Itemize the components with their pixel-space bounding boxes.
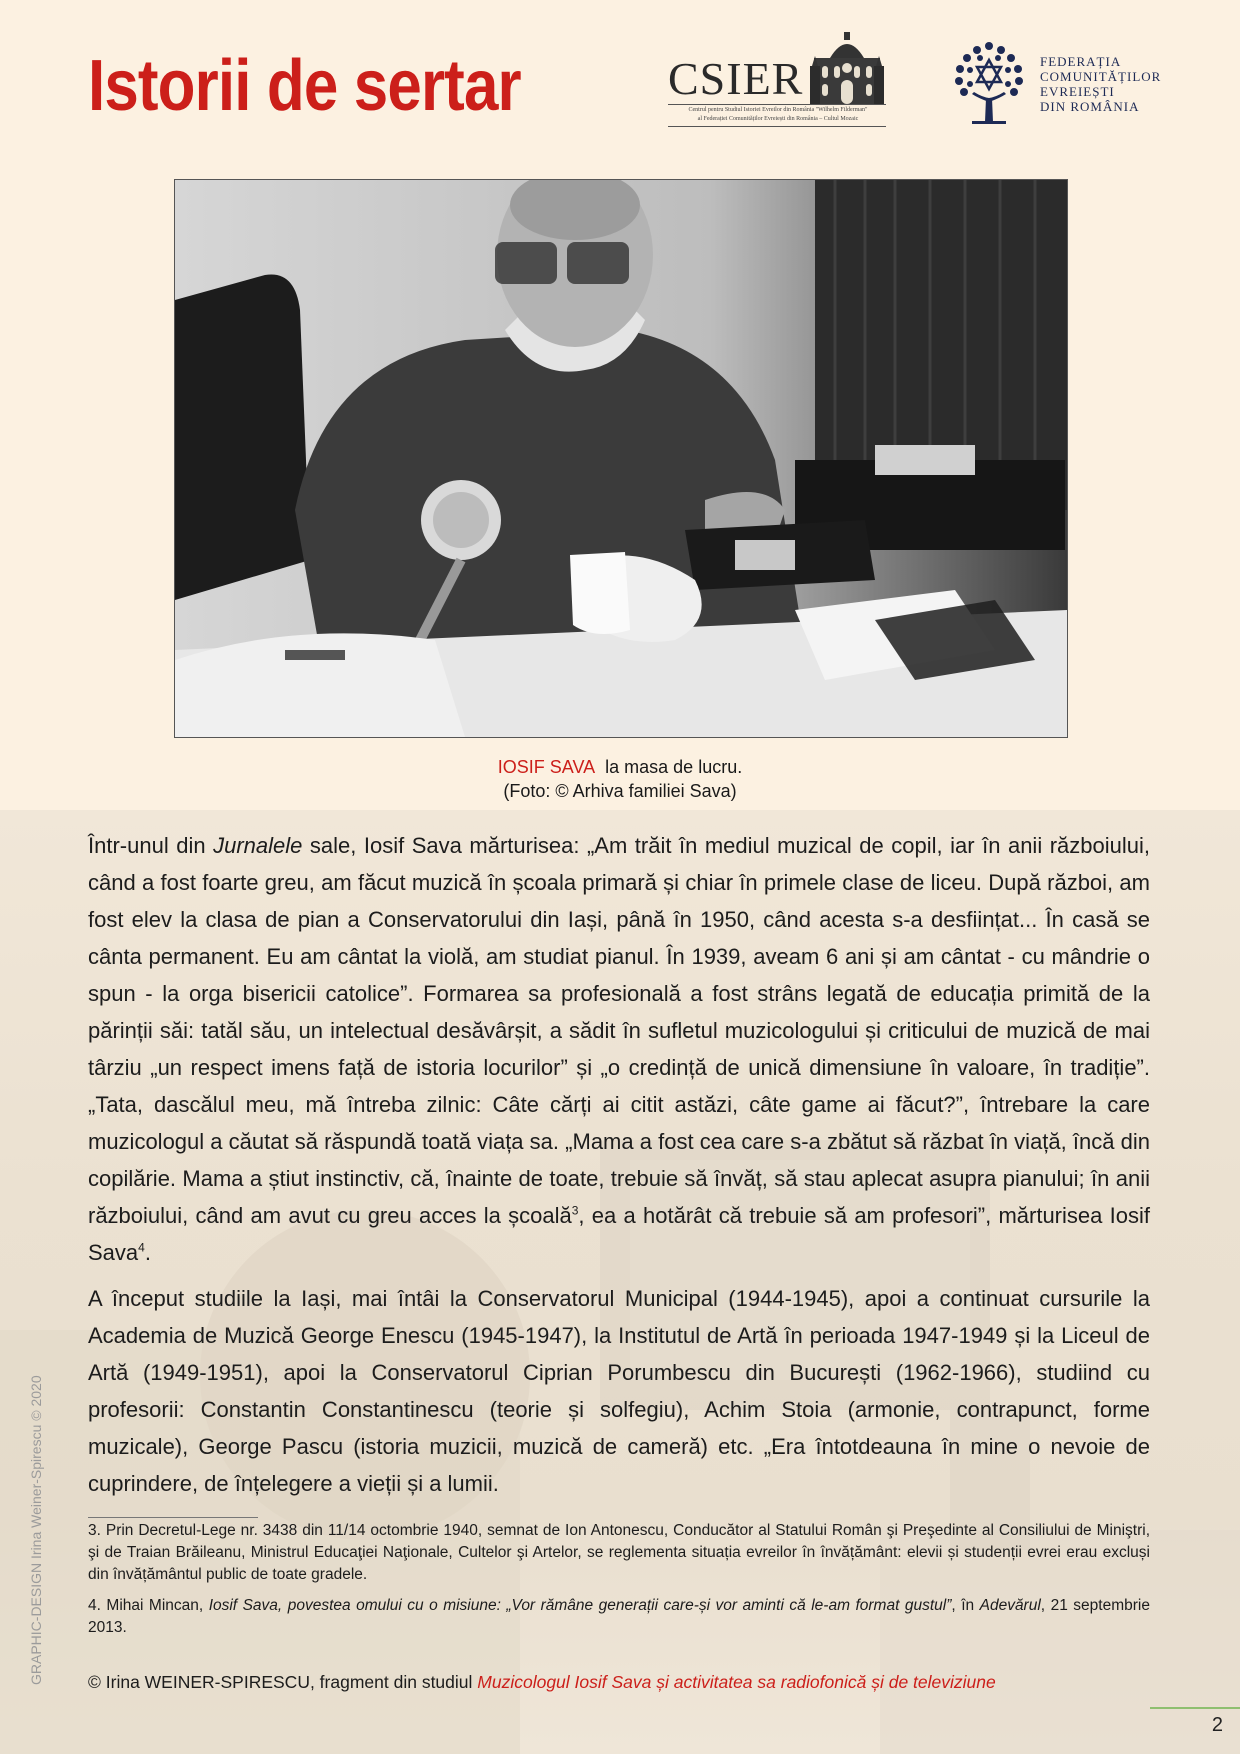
csier-acronym: CSIER (668, 53, 804, 104)
caption-photo-credit: (Foto: © Arhiva familiei Sava) (503, 781, 737, 801)
fcer-name: FEDERAȚIA COMUNITĂȚILOR EVREIEȘTI DIN ROMÂNIA (1040, 54, 1162, 114)
footnote-divider (88, 1517, 258, 1518)
fcer-logo (950, 40, 1160, 130)
article-body (88, 827, 1150, 1511)
main-photo (174, 179, 1068, 738)
side-copyright: GRAPHIC-DESIGN Irina Weiner-Spirescu © 2020 (28, 1375, 44, 1685)
footnote-ref-4[interactable]: 4 (138, 1240, 145, 1255)
page-title: Istorii de sertar (88, 46, 521, 126)
caption-text: la masa de lucru. (605, 757, 743, 777)
photo-caption (0, 755, 1240, 803)
page-number: 2 (1211, 1714, 1223, 1736)
caption-person-name: IOSIF SAVA (497, 757, 596, 777)
study-title: Muzicologul Iosif Sava și activitatea sa radiofonică și de televiziune (477, 1672, 996, 1692)
footnote-3: 3. Prin Decretul-Lege nr. 3438 din 11/14 octombrie 1940, semnat de Ion Antonescu, Conducător al Statului Român şi Preşedinte al Consiliului de Miniştri, şi de Traian Brăileanu, Ministrul Educaţiei Naţionale, Cultelor şi Artelor, se reglementa situația evreilor în învățământ: elevii și studenții evrei erau excluși din învățământul public de toate gradele. (88, 1522, 1150, 1583)
csier-logo (668, 28, 890, 128)
article-paragraph-2: A început studiile la Iași, mai întâi la Conservatorul Municipal (1944-1945), apoi a continuat cursurile la Academia de Muzică George Enescu (1945-1947), la Institutul de Artă în perioada 1947-1949 și la Liceul de Artă (1949-1951), apoi la Conservatorul Ciprian Porumbescu din București (1962-1966), studiind cu profesorii: Constantin Constantinescu (teorie și solfegiu), Achim Stoia (armonie, contrapunct, forme muzicale), George Pascu (istoria muzicii, muzică de cameră) etc. „Era întotdeauna în mine o nevoie de cuprindere, de înțelegere a vieții și a lumii. (88, 1286, 1150, 1496)
footnote-ref-3[interactable]: 3 (571, 1203, 579, 1218)
article-paragraph-1: Într-unul din Jurnalele sale, Iosif Sava mărturisea: „Am trăit în mediul muzical de copil, iar în anii războiului, când a fost foarte greu, am făcut muzică în școala primară și chiar în primele clase de liceu. După război, am fost elev la clasa de pian a Conservatorului din Iași, până în 1950, când acesta s-a desființat... În casă se cânta permanent. Eu am cântat la violă, am studiat pianul. În 1939, aveam 6 ani și am cântat - cu mândrie o spun - la orga bisericii catolice”. Formarea sa profesională a fost strâns legată de educația primită de la părinții săi: tatăl său, un intelectual desăvârșit, a sădit în sufletul muzicologului și criticului de muzică de mai târziu „un respect imens față de istoria locurilor” și „o credință de unică dimensiune în valoare, în tradiție”. „Tata, dascălul meu, mă întreba zilnic: Câte cărți ai citit astăzi, câte game ai făcut?”, întrebare la care muzicologul a căutat să răspundă toată viața sa. „Mama a fost cea care s-a zbătut să răzbat în viață, încă din copilărie. Mama a știut instinctiv, că, înainte de toate, trebuie să învăț, să stau aplecat asupra pianului; în anii războiului, când am avut cu greu acces la școală$^3$, ea a hotărât că trebuie să am profesori”, mărturisea Iosif Sava$^4$. (88, 833, 1151, 1265)
synagogue-icon (808, 28, 886, 106)
tree-star-of-david-icon (950, 40, 1028, 126)
footnotes (88, 1520, 1150, 1648)
page-number-rule (1150, 1707, 1240, 1709)
author-credit: © Irina WEINER-SPIRESCU, fragment din studiul Muzicologul Iosif Sava și activitatea sa radiofonică și de televiziune (88, 1672, 996, 1692)
footnote-4: 4. Mihai Mincan, Iosif Sava, povestea omului cu o misiune: „Vor rămâne generații care-și vor aminti că le-am format gustul”, în Adevărul, 21 septembrie 2013. (88, 1597, 1150, 1636)
csier-subtitle: Centrul pentru Studiul Istoriei Evreilor din România "Wilhelm Filderman" al Federației Comunităților Evreiești din România – Cultul Mozaic (688, 107, 868, 122)
